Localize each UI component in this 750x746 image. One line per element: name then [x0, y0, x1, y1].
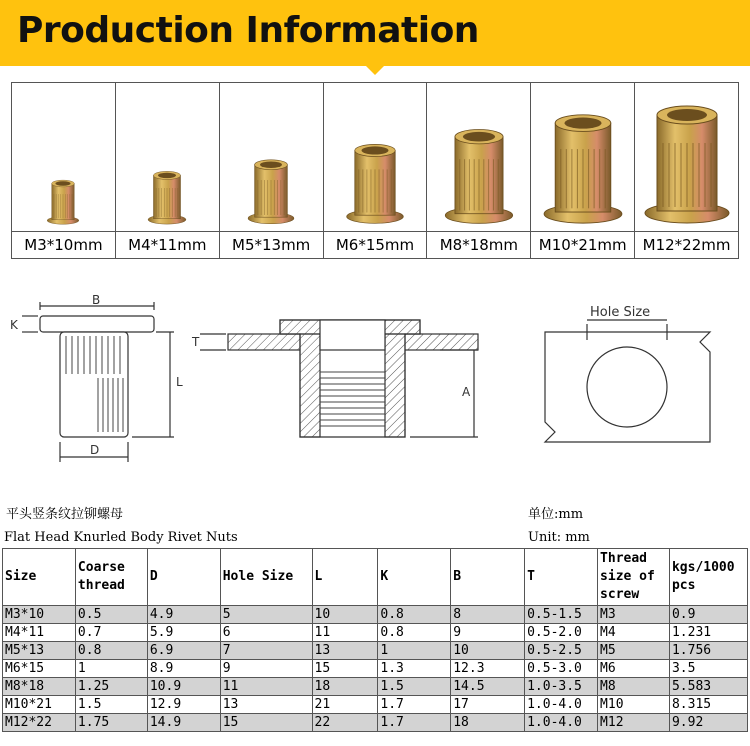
side-view-drawing [22, 302, 174, 462]
header-t: T [525, 549, 598, 606]
cell: M4*11 [3, 624, 76, 642]
cell: 0.9 [669, 606, 747, 624]
dim-l-label: L [176, 375, 183, 389]
table-row [3, 714, 748, 732]
cell: 1.0-3.5 [525, 678, 598, 696]
cell: M8 [598, 678, 670, 696]
cell: 1.5 [378, 678, 451, 696]
cell: 1 [75, 660, 147, 678]
product-label: M12*22mm [635, 231, 738, 258]
table-row [3, 660, 748, 678]
product-label: M3*10mm [12, 231, 115, 258]
header-k: K [378, 549, 451, 606]
cell: 13 [220, 696, 312, 714]
cell: 18 [451, 714, 525, 732]
header-weight: kgs/1000 pcs [669, 549, 747, 606]
cell: M10 [598, 696, 670, 714]
cell: 0.5-2.0 [525, 624, 598, 642]
cell: 11 [220, 678, 312, 696]
cell: 4.9 [147, 606, 220, 624]
product-label: M4*11mm [116, 231, 219, 258]
product-label: M5*13mm [220, 231, 323, 258]
cell: 12.9 [147, 696, 220, 714]
cell: M3*10 [3, 606, 76, 624]
cell: 5.9 [147, 624, 220, 642]
cell: 10 [451, 642, 525, 660]
cell: 0.8 [75, 642, 147, 660]
rivet-nut-graphic [248, 158, 295, 225]
cell: M12 [598, 714, 670, 732]
rivet-nut-graphic [346, 142, 404, 225]
cell: M5*13 [3, 642, 76, 660]
cell: 0.5-3.0 [525, 660, 598, 678]
cell: 11 [312, 624, 378, 642]
rivet-nut-graphic [47, 179, 80, 225]
product-cell [531, 83, 635, 258]
cell: 1.3 [378, 660, 451, 678]
cell: 10 [312, 606, 378, 624]
header-d: D [147, 549, 220, 606]
banner-notch [366, 66, 384, 75]
cell: 17 [451, 696, 525, 714]
cell: 22 [312, 714, 378, 732]
cell: 12.3 [451, 660, 525, 678]
cell: 9.92 [669, 714, 747, 732]
cell: 0.8 [378, 606, 451, 624]
cell: 6 [220, 624, 312, 642]
cell: 8 [451, 606, 525, 624]
product-cell [324, 83, 428, 258]
rivet-nut-graphic [148, 170, 187, 225]
technical-drawings [0, 282, 750, 472]
table-row [3, 624, 748, 642]
table-row [3, 606, 748, 624]
cell: 5.583 [669, 678, 747, 696]
product-cell [220, 83, 324, 258]
cell: M6*15 [3, 660, 76, 678]
cell: 8.9 [147, 660, 220, 678]
page-title: Production Information [17, 10, 479, 51]
cell: M5 [598, 642, 670, 660]
hole-size-drawing [545, 320, 710, 442]
cell: 0.8 [378, 624, 451, 642]
dim-b-label: B [92, 293, 101, 307]
dim-d-label: D [90, 443, 100, 457]
table-row [3, 642, 748, 660]
product-label: M8*18mm [427, 231, 530, 258]
cell: 3.5 [669, 660, 747, 678]
rivet-nut-photo [220, 83, 323, 233]
cell: 18 [312, 678, 378, 696]
unit-en: Unit: mm [528, 530, 590, 545]
cell: 0.5-2.5 [525, 642, 598, 660]
cell: 15 [312, 660, 378, 678]
cell: 1.756 [669, 642, 747, 660]
cell: 6.9 [147, 642, 220, 660]
cell: M12*22 [3, 714, 76, 732]
cell: 1.7 [378, 696, 451, 714]
cell: 1.0-4.0 [525, 696, 598, 714]
cell: 1.25 [75, 678, 147, 696]
dim-a-label: A [462, 385, 471, 399]
product-cell [427, 83, 531, 258]
title-cn: 平头竖条纹拉铆螺母 [6, 507, 124, 522]
cell: 0.5-1.5 [525, 606, 598, 624]
cell: 1.0-4.0 [525, 714, 598, 732]
title-banner [0, 0, 750, 66]
cell: 1.75 [75, 714, 147, 732]
header-coarse-thread: Coarse thread [75, 549, 147, 606]
rivet-nut-photo [635, 83, 738, 233]
cell: 8.315 [669, 696, 747, 714]
cell: M4 [598, 624, 670, 642]
title-en: Flat Head Knurled Body Rivet Nuts [4, 530, 238, 545]
dim-k-label: K [10, 318, 18, 332]
table-header-row [3, 549, 748, 606]
product-gallery [11, 82, 739, 259]
cell: 14.5 [451, 678, 525, 696]
rivet-nut-photo [116, 83, 219, 233]
table-row [3, 696, 748, 714]
cell: 9 [220, 660, 312, 678]
rivet-nut-photo [12, 83, 115, 233]
product-cell [12, 83, 116, 258]
header-thread-size: Thread size of screw [598, 549, 670, 606]
cell: 21 [312, 696, 378, 714]
header-size: Size [3, 549, 76, 606]
cell: 0.5 [75, 606, 147, 624]
cell: 15 [220, 714, 312, 732]
product-label: M6*15mm [324, 231, 427, 258]
dim-t-label: T [192, 335, 200, 349]
cell: M10*21 [3, 696, 76, 714]
rivet-nut-graphic [444, 127, 513, 225]
cell: 1.231 [669, 624, 747, 642]
cell: M3 [598, 606, 670, 624]
header-hole-size: Hole Size [220, 549, 312, 606]
cell: 1 [378, 642, 451, 660]
cell: M6 [598, 660, 670, 678]
cell: 10.9 [147, 678, 220, 696]
rivet-nut-graphic [644, 103, 730, 225]
cell: 9 [451, 624, 525, 642]
rivet-nut-photo [427, 83, 530, 233]
cell: 7 [220, 642, 312, 660]
rivet-nut-photo [531, 83, 634, 233]
cell: 1.7 [378, 714, 451, 732]
cell: 0.7 [75, 624, 147, 642]
cell: 1.5 [75, 696, 147, 714]
product-cell [635, 83, 738, 258]
rivet-nut-graphic [543, 112, 623, 225]
cell: 14.9 [147, 714, 220, 732]
section-view-drawing [200, 320, 478, 437]
cell: 13 [312, 642, 378, 660]
cell: 5 [220, 606, 312, 624]
header-b: B [451, 549, 525, 606]
hole-size-label: Hole Size [590, 305, 651, 320]
unit-cn: 单位:mm [528, 507, 584, 522]
product-label: M10*21mm [531, 231, 634, 258]
rivet-nut-photo [324, 83, 427, 233]
header-l: L [312, 549, 378, 606]
table-row [3, 678, 748, 696]
spec-table [2, 548, 748, 732]
product-cell [116, 83, 220, 258]
cell: M8*18 [3, 678, 76, 696]
